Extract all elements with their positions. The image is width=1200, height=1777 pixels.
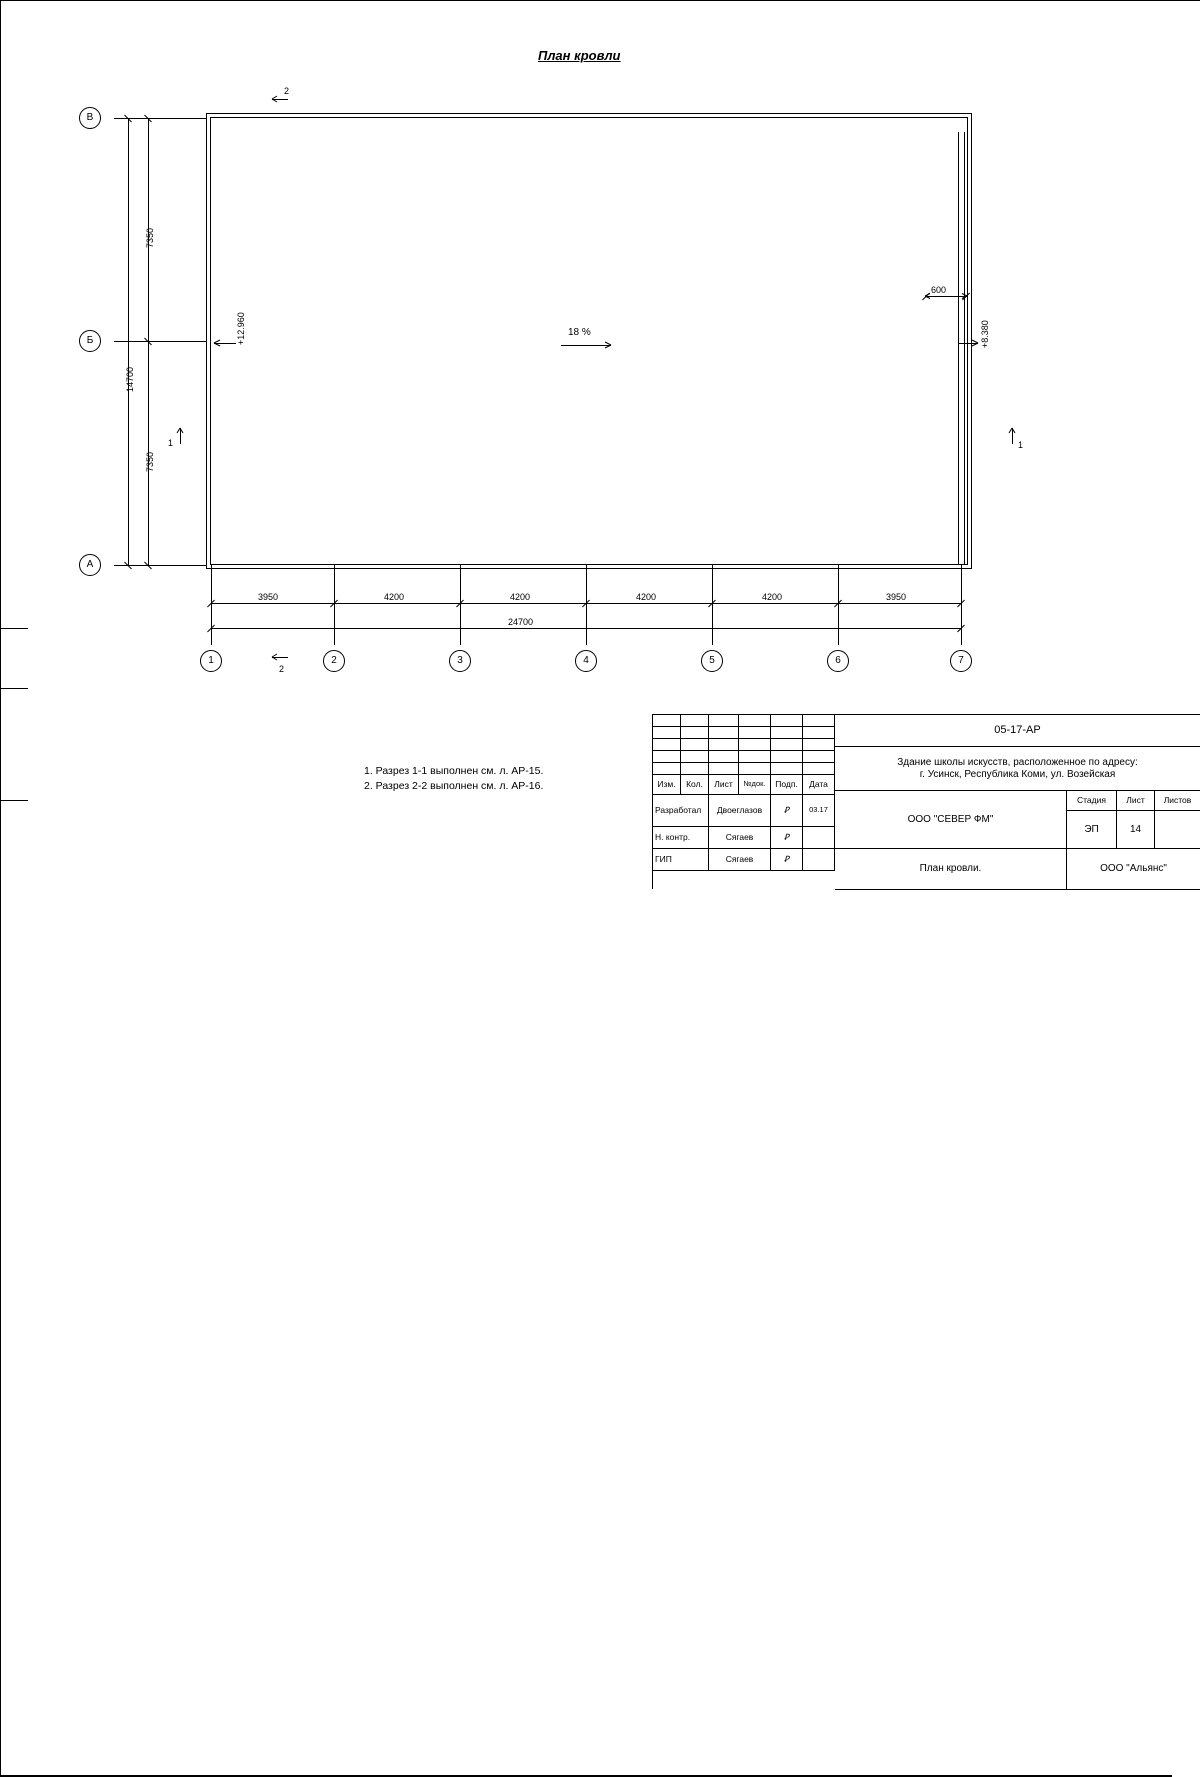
- list-header: Лист: [1117, 791, 1155, 811]
- rev-grid-cell: [771, 715, 803, 727]
- frame-inner-left-line: [0, 893, 1, 1775]
- grid-line-6: [838, 565, 839, 645]
- role-name-gip: Сягаев: [709, 849, 771, 871]
- rev-header-ndok: №док.: [739, 775, 771, 795]
- rev-grid-cell: [709, 739, 739, 751]
- notes-block: [364, 764, 543, 794]
- elevation-right-leader: [958, 343, 978, 344]
- rev-header-kol: Кол.: [681, 775, 709, 795]
- rev-grid-cell: [803, 763, 835, 775]
- horizontal-dim-total: 24700: [508, 617, 534, 627]
- role-label-normcontrol: Н. контр.: [653, 827, 709, 849]
- role-date-gip: [803, 849, 835, 871]
- vertical-dim-segment-1: 7350: [145, 227, 155, 248]
- object-line-2: г. Усинск, Республика Коми, ул. Возейская: [919, 768, 1116, 780]
- elevation-left-label: +12.960: [236, 312, 246, 345]
- page-title: План кровли: [538, 48, 621, 63]
- horizontal-dim-segment-2: 4200: [384, 592, 405, 602]
- roof-outline-inner: [210, 117, 968, 565]
- axis-bubble-4[interactable]: 4: [575, 650, 597, 672]
- axis-bubble-1[interactable]: 1: [200, 650, 222, 672]
- role-signature-normcontrol: Ꝑ: [771, 827, 803, 849]
- role-date-developer: 03.17: [803, 795, 835, 827]
- horizontal-dim-segment-6: 3950: [886, 592, 907, 602]
- rev-grid-cell: [709, 751, 739, 763]
- axis-bubble-V[interactable]: В: [79, 107, 101, 129]
- sheet-name: План кровли.: [835, 849, 1067, 890]
- rev-grid-cell: [681, 715, 709, 727]
- overhang-dim-line: [925, 296, 967, 297]
- rev-grid-cell: [739, 739, 771, 751]
- lists-value: [1155, 811, 1200, 849]
- note-line-1: 1. Разрез 1-1 выполнен см. л. АР-15.: [364, 765, 544, 777]
- rev-grid-cell: [803, 739, 835, 751]
- vertical-dim-total: 14700: [125, 366, 135, 392]
- horizontal-dim-segment-1: 3950: [258, 592, 279, 602]
- axis-bubble-B[interactable]: Б: [79, 330, 101, 352]
- section-mark-1-right: 1: [1018, 440, 1024, 450]
- section-mark-2-bottom: 2: [279, 664, 285, 674]
- section-mark-1-left-line: [180, 428, 181, 444]
- frame-margin-stub-2: [0, 688, 28, 689]
- frame-outer-left-line: [0, 1, 1, 893]
- rev-header-list: Лист: [709, 775, 739, 795]
- grid-line-3: [460, 565, 461, 645]
- rev-grid-cell: [803, 727, 835, 739]
- rev-grid-cell: [739, 763, 771, 775]
- rev-grid-cell: [803, 715, 835, 727]
- rev-grid-cell: [653, 739, 681, 751]
- note-line-2: 2. Разрез 2-2 выполнен см. л. АР-16.: [364, 780, 544, 792]
- frame-margin-stub-1: [0, 628, 28, 629]
- rev-grid-cell: [681, 739, 709, 751]
- horizontal-dim-segment-3: 4200: [510, 592, 531, 602]
- drawing-code: 05-17-АР: [835, 715, 1200, 747]
- rev-grid-cell: [771, 751, 803, 763]
- title-block: [652, 714, 1200, 889]
- role-name-normcontrol: Сягаев: [709, 827, 771, 849]
- overhang-dimension: 600: [931, 285, 947, 295]
- slope-label: 18 %: [568, 327, 591, 338]
- rev-grid-cell: [771, 727, 803, 739]
- company-name: ООО "СЕВЕР ФМ": [835, 791, 1067, 849]
- rev-grid-cell: [739, 715, 771, 727]
- axis-bubble-5[interactable]: 5: [701, 650, 723, 672]
- rev-grid-cell: [771, 763, 803, 775]
- section-mark-2-top: 2: [284, 86, 290, 96]
- roof-dashed-line-b: [964, 132, 965, 564]
- role-signature-gip: Ꝑ: [771, 849, 803, 871]
- object-description: [835, 747, 1200, 791]
- horizontal-dim-segment-5: 4200: [762, 592, 783, 602]
- slope-arrow-line: [561, 345, 611, 346]
- role-signature-developer: Ꝑ: [771, 795, 803, 827]
- object-line-1: Здание школы искусств, расположенное по адресу:: [897, 757, 1138, 768]
- grid-line-7: [961, 565, 962, 645]
- horizontal-dim-segment-4: 4200: [636, 592, 657, 602]
- axis-bubble-A[interactable]: А: [79, 554, 101, 576]
- role-date-normcontrol: [803, 827, 835, 849]
- stage-header: Стадия: [1067, 791, 1117, 811]
- rev-grid-cell: [653, 751, 681, 763]
- rev-grid-cell: [771, 739, 803, 751]
- grid-line-4: [586, 565, 587, 645]
- rev-grid-cell: [709, 763, 739, 775]
- organization-name: ООО "Альянс": [1067, 849, 1200, 890]
- rev-grid-cell: [709, 727, 739, 739]
- rev-grid-cell: [739, 727, 771, 739]
- role-label-gip: ГИП: [653, 849, 709, 871]
- lists-header: Листов: [1155, 791, 1200, 811]
- axis-bubble-3[interactable]: 3: [449, 650, 471, 672]
- rev-header-podp: Подп.: [771, 775, 803, 795]
- grid-line-1: [211, 565, 212, 645]
- rev-grid-cell: [739, 751, 771, 763]
- rev-grid-cell: [681, 751, 709, 763]
- frame-margin-stub-3: [0, 800, 28, 801]
- role-name-developer: Двоеглазов: [709, 795, 771, 827]
- rev-grid-cell: [681, 763, 709, 775]
- roof-dashed-line-a: [958, 132, 959, 564]
- rev-grid-cell: [653, 715, 681, 727]
- grid-line-5: [712, 565, 713, 645]
- section-mark-2-top-line: [272, 99, 288, 100]
- list-value: 14: [1117, 811, 1155, 849]
- rev-header-data: Дата: [803, 775, 835, 795]
- grid-line-2: [334, 565, 335, 645]
- rev-header-izm: Изм.: [653, 775, 681, 795]
- rev-grid-cell: [681, 727, 709, 739]
- frame-outer-top-line: [0, 0, 1200, 1]
- elevation-left-leader: [214, 343, 236, 344]
- role-label-developer: Разработал: [653, 795, 709, 827]
- axis-bubble-6[interactable]: 6: [827, 650, 849, 672]
- section-mark-1-right-line: [1012, 428, 1013, 444]
- vertical-dim-segment-2: 7350: [145, 451, 155, 472]
- rev-grid-cell: [653, 727, 681, 739]
- horizontal-dim-chain-outer: [211, 628, 961, 629]
- vertical-dim-chain-outer: [128, 118, 129, 565]
- elevation-right-label: +8.380: [980, 320, 990, 348]
- section-mark-1-left: 1: [168, 438, 174, 448]
- section-mark-2-bottom-line: [272, 657, 288, 658]
- axis-bubble-2[interactable]: 2: [323, 650, 345, 672]
- stage-value: ЭП: [1067, 811, 1117, 849]
- axis-bubble-7[interactable]: 7: [950, 650, 972, 672]
- rev-grid-cell: [803, 751, 835, 763]
- rev-grid-cell: [653, 763, 681, 775]
- rev-grid-cell: [709, 715, 739, 727]
